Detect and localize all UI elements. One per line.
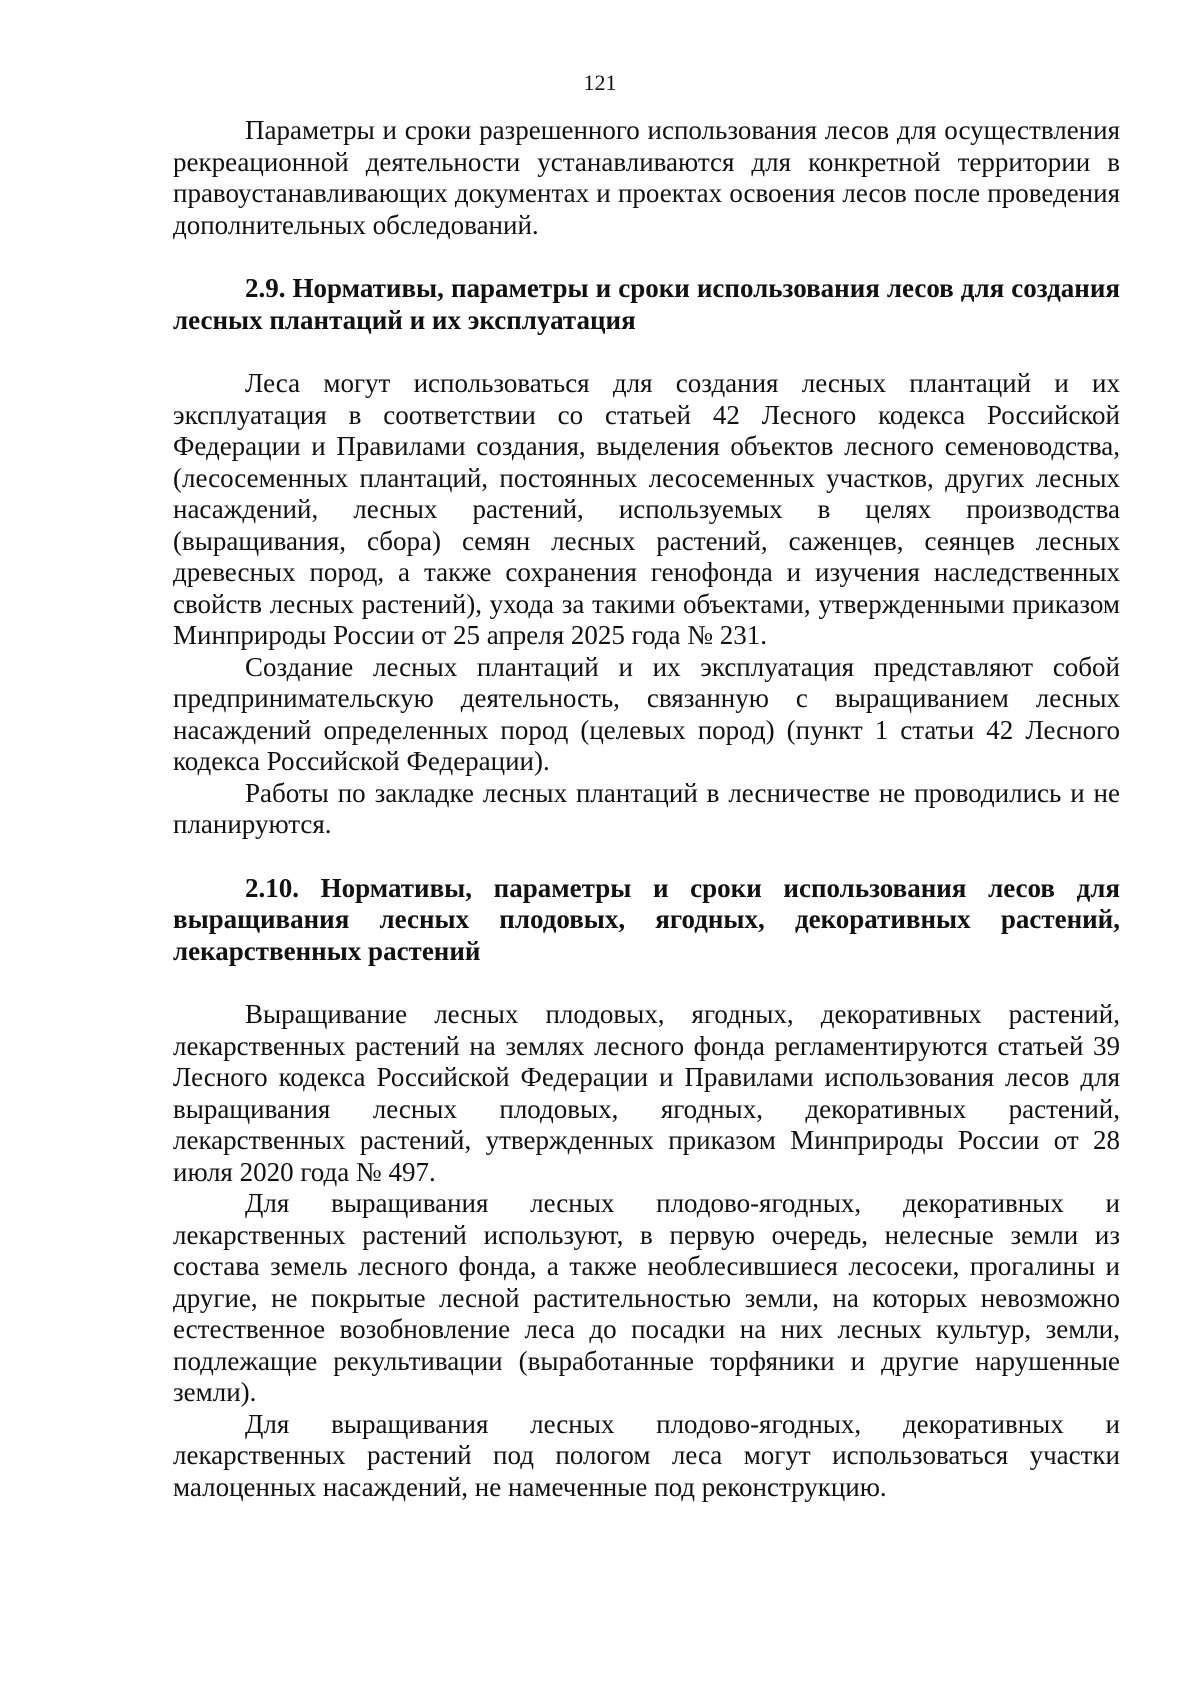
section-2-9-paragraph: Леса могут использоваться для создания лесных плантаций и их эксплуатация в соответствии со статьей 42 Лесного кодекса Российской Федерации и Правилами создания, выделения объектов лесного семеноводства, (лесосеменных плантаций, постоянных лесосеменных участков, других лесных насаждений, лесных растений, используемых в целях производства (выращивания, сбора) семян лесных растений, саженцев, сеянцев лесных древесных пород, а также сохранения генофонда и изучения наследственных свойств лесных растений), ухода за такими объектами, утвержденными приказом Минприроды России от 25 апреля 2025 года № 231.: [173, 368, 1120, 650]
section-2-9-paragraph: Создание лесных плантаций и их эксплуатация представляют собой предпринимательскую деятельность, связанную с выращиванием лесных насаждений определенных пород (целевых пород) (пункт 1 статьи 42 Лесного кодекса Российской Федерации).: [173, 651, 1120, 776]
section-2-10-paragraph: Для выращивания лесных плодово-ягодных, декоративных и лекарственных растений под пологом леса могут использоваться участки малоценных насаждений, не намеченные под реконструкцию.: [173, 1408, 1120, 1502]
section-2-10-heading: 2.10. Нормативы, параметры и сроки использования лесов для выращивания лесных плодовых, ягодных, декоративных растений, лекарственных растений: [173, 872, 1120, 966]
page-number: 121: [583, 70, 617, 95]
section-2-9-heading: 2.9. Нормативы, параметры и сроки использования лесов для создания лесных плантаций и их эксплуатация: [173, 273, 1120, 335]
section-2-10-paragraph: Для выращивания лесных плодово-ягодных, декоративных и лекарственных растений используют, в первую очередь, нелесные земли из состава земель лесного фонда, а также необлесившиеся лесосеки, прогалины и другие, не покрытые лесной растительностью земли, на которых невозможно естественное возобновление леса до посадки на них лесных культур, земли, подлежащие рекультивации (выработанные торфяники и другие нарушенные земли).: [173, 1188, 1120, 1407]
intro-paragraph: Параметры и сроки разрешенного использования лесов для осуществления рекреационной деятельности устанавливаются для конкретной территории в правоустанавливающих документах и проектах освоения лесов после проведения дополнительных обследований.: [173, 115, 1120, 240]
section-2-10-paragraph: Выращивание лесных плодовых, ягодных, декоративных растений, лекарственных растений на землях лесного фонда регламентируются статьей 39 Лесного кодекса Российской Федерации и Правилами использования лесов для выращивания лесных плодовых, ягодных, декоративных растений, лекарственных растений, утвержденных приказом Минприроды России от 28 июля 2020 года № 497.: [173, 999, 1120, 1187]
document-body: [173, 115, 1120, 1503]
section-2-9-paragraph: Работы по закладке лесных плантаций в лесничестве не проводились и не планируются.: [173, 777, 1120, 839]
